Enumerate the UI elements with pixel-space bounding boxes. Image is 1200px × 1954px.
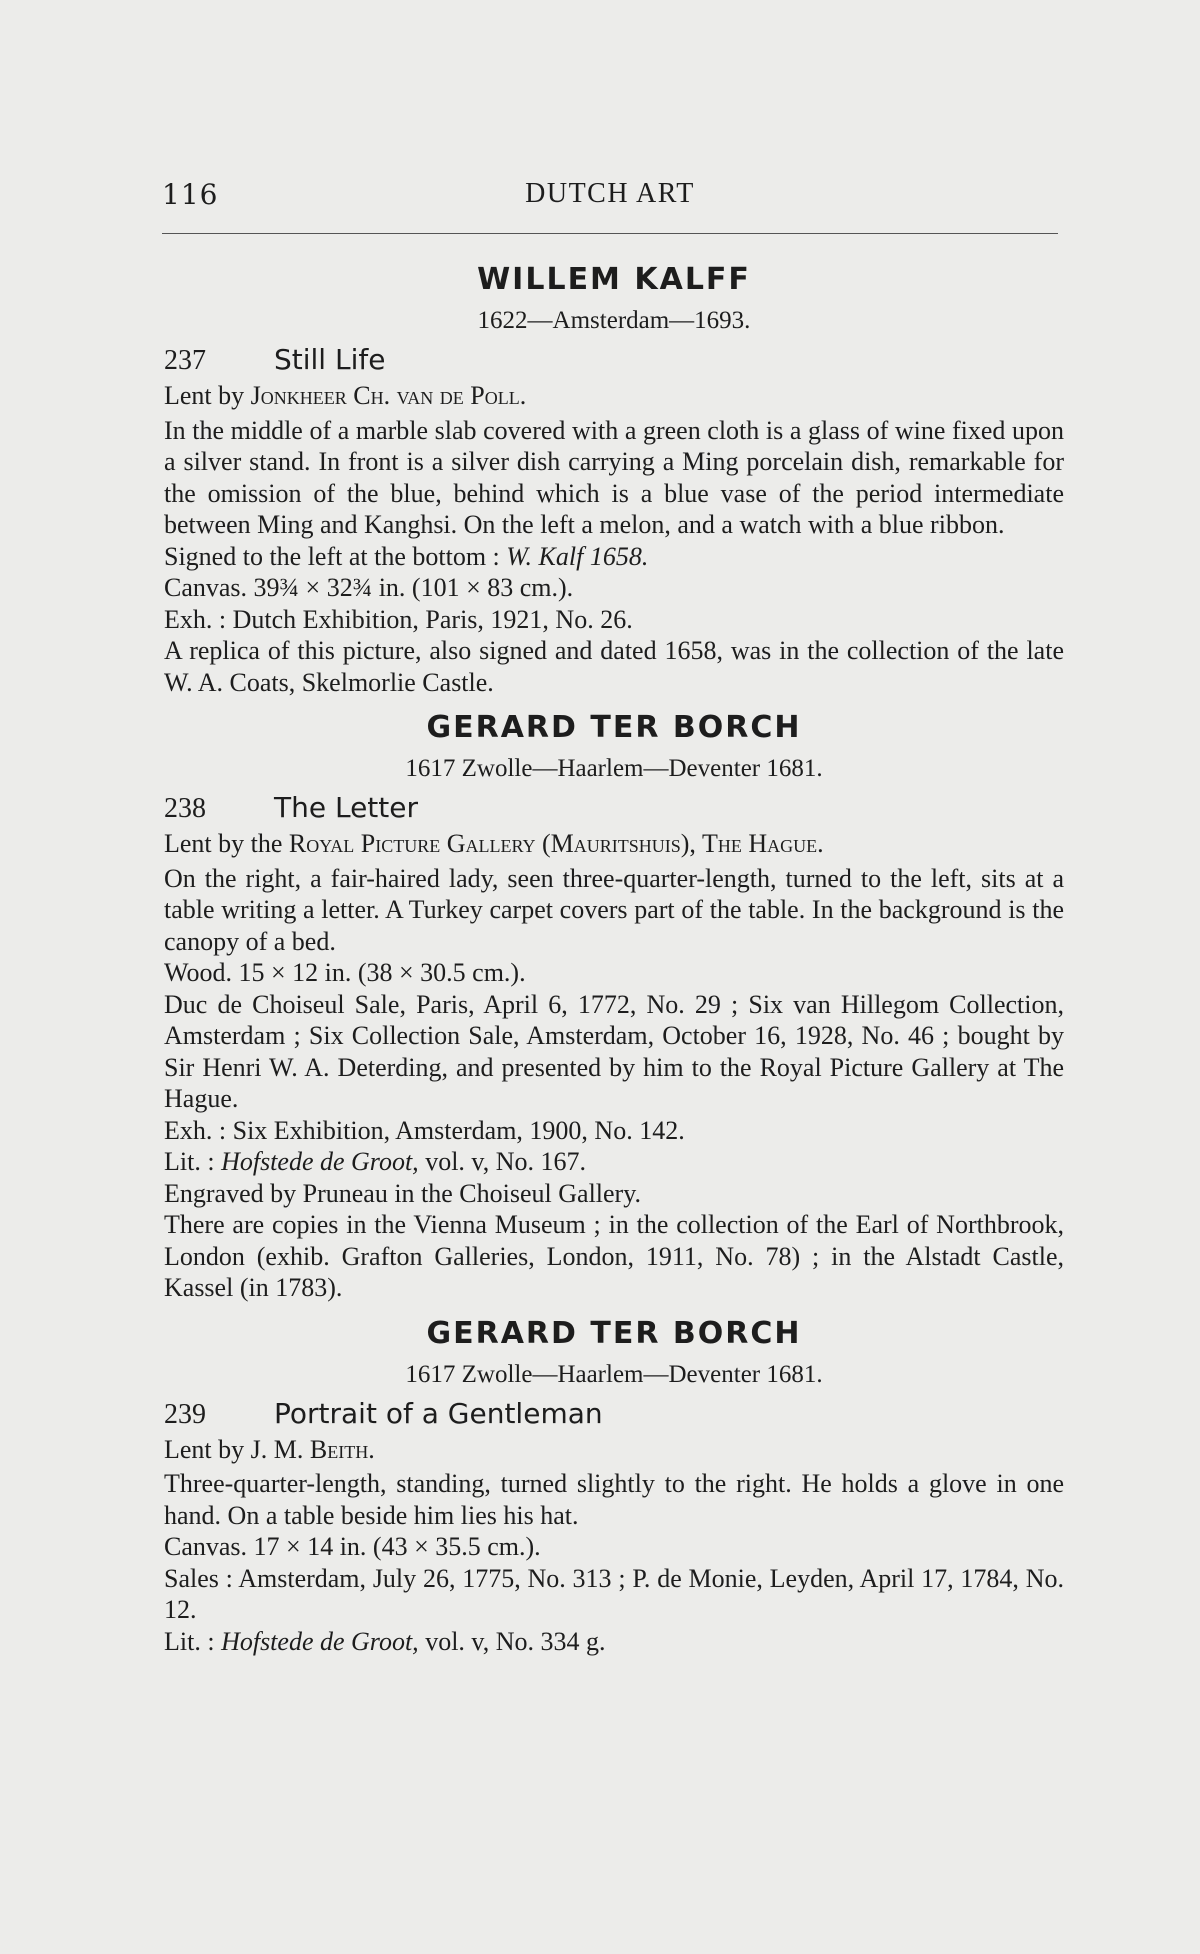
- medium-dimensions: Canvas. 17 × 14 in. (43 × 35.5 cm.).: [164, 1532, 541, 1561]
- literature-prefix: Lit. :: [164, 1147, 222, 1176]
- catalogue-entry-239: [164, 1310, 1064, 1658]
- literature-reference: vol. v, No. 334 g.: [418, 1626, 606, 1656]
- signature-value: W. Kalf 1658.: [506, 541, 649, 571]
- lender-prefix: Lent by the: [164, 829, 289, 858]
- artist-name: GERARD TER BORCH: [426, 710, 802, 745]
- engraving-note: Engraved by Pruneau in the Choiseul Gallery.: [164, 1178, 642, 1208]
- catalogue-entry-237: [164, 256, 1064, 698]
- note: There are copies in the Vienna Museum ; in the collection of the Earl of Northbrook, London (exhib. Grafton Galleries, London, 1911, No. 78) ; in the Alstadt Castle, Kassel (in 1783).: [164, 1210, 1064, 1302]
- entry-heading: [164, 340, 1064, 380]
- artist-dates: 1617 Zwolle—Haarlem—Deventer 1681.: [405, 755, 823, 782]
- artist-name: GERARD TER BORCH: [426, 1315, 802, 1351]
- catalogue-content: [164, 256, 1064, 1657]
- lender-line: [164, 1434, 1064, 1466]
- exhibition-history: Exh. : Dutch Exhibition, Paris, 1921, No. 26.: [164, 604, 633, 634]
- medium-dimensions: Canvas. 39¾ × 32¾ in. (101 × 83 cm.).: [164, 573, 574, 602]
- running-head: [162, 178, 1058, 218]
- literature-prefix: Lit. :: [164, 1626, 222, 1656]
- signature-line: [164, 541, 1064, 573]
- work-title: Still Life: [274, 343, 386, 376]
- signature-prefix: Signed to the left at the bottom :: [164, 541, 507, 571]
- lender-name: J. M. Beith.: [250, 1434, 375, 1464]
- lender-prefix: Lent by: [164, 1434, 251, 1464]
- literature-author: Hofstede de Groot,: [221, 1147, 419, 1176]
- literature-author: Hofstede de Groot,: [221, 1626, 419, 1656]
- artist-name: WILLEM KALFF: [477, 262, 751, 297]
- exhibition-history: Exh. : Six Exhibition, Amsterdam, 1900, No. 142.: [164, 1115, 685, 1145]
- provenance: Duc de Choiseul Sale, Paris, April 6, 1772, No. 29 ; Six van Hillegom Collection, Amsterdam ; Six Collection Sale, Amsterdam, October 16, 1928, No. 46 ; bought by Sir Henri W. A. Deterding, and presented by him to the Royal Picture Gallery at The Hague.: [164, 989, 1064, 1113]
- lender-line: [164, 828, 1064, 860]
- entry-heading: [164, 1394, 1064, 1434]
- entry-heading: [164, 788, 1064, 828]
- running-title: DUTCH ART: [525, 178, 695, 209]
- medium-dimensions: Wood. 15 × 12 in. (38 × 30.5 cm.).: [164, 958, 526, 987]
- lender-line: [164, 380, 1064, 412]
- description: On the right, a fair-haired lady, seen three-quarter-length, turned to the left, sits at a table writing a letter. A Turkey carpet covers part of the table. In the background is the canopy of a bed.: [164, 863, 1064, 956]
- work-title: The Letter: [274, 791, 419, 824]
- catalogue-number: 238: [164, 793, 206, 824]
- literature: [164, 1146, 1064, 1178]
- work-title: Portrait of a Gentleman: [274, 1396, 603, 1430]
- lender-prefix: Lent by: [164, 381, 251, 410]
- catalogue-number: 239: [164, 1398, 206, 1430]
- catalogue-entry-238: [164, 704, 1064, 1304]
- artist-dates: 1622—Amsterdam—1693.: [477, 307, 751, 334]
- artist-dates: 1617 Zwolle—Haarlem—Deventer 1681.: [405, 1360, 823, 1388]
- lender-name: Jonkheer Ch. van de Poll.: [250, 381, 527, 410]
- literature-reference: vol. v, No. 167.: [418, 1147, 586, 1176]
- note: A replica of this picture, also signed and dated 1658, was in the collection of the late W. A. Coats, Skelmorlie Castle.: [164, 636, 1064, 697]
- description: In the middle of a marble slab covered with a green cloth is a glass of wine fixed upon a silver stand. In front is a silver dish carrying a Ming porcelain dish, remarkable for the omission of the blue, behind which is a blue vase of the period intermediate between Ming and Kanghsi. On the left a melon, and a watch with a blue ribbon.: [164, 415, 1064, 539]
- header-rule: [162, 233, 1058, 234]
- sales-history: Sales : Amsterdam, July 26, 1775, No. 313 ; P. de Monie, Leyden, April 17, 1784, No. 12.: [164, 1563, 1064, 1624]
- lender-name: Royal Picture Gallery (Mauritshuis), The Hague.: [288, 829, 824, 858]
- literature: [164, 1626, 1064, 1658]
- description: Three-quarter-length, standing, turned slightly to the right. He holds a glove in one hand. On a table beside him lies his hat.: [164, 1469, 1064, 1530]
- catalogue-number: 237: [164, 345, 206, 376]
- page-number: 116: [162, 178, 219, 211]
